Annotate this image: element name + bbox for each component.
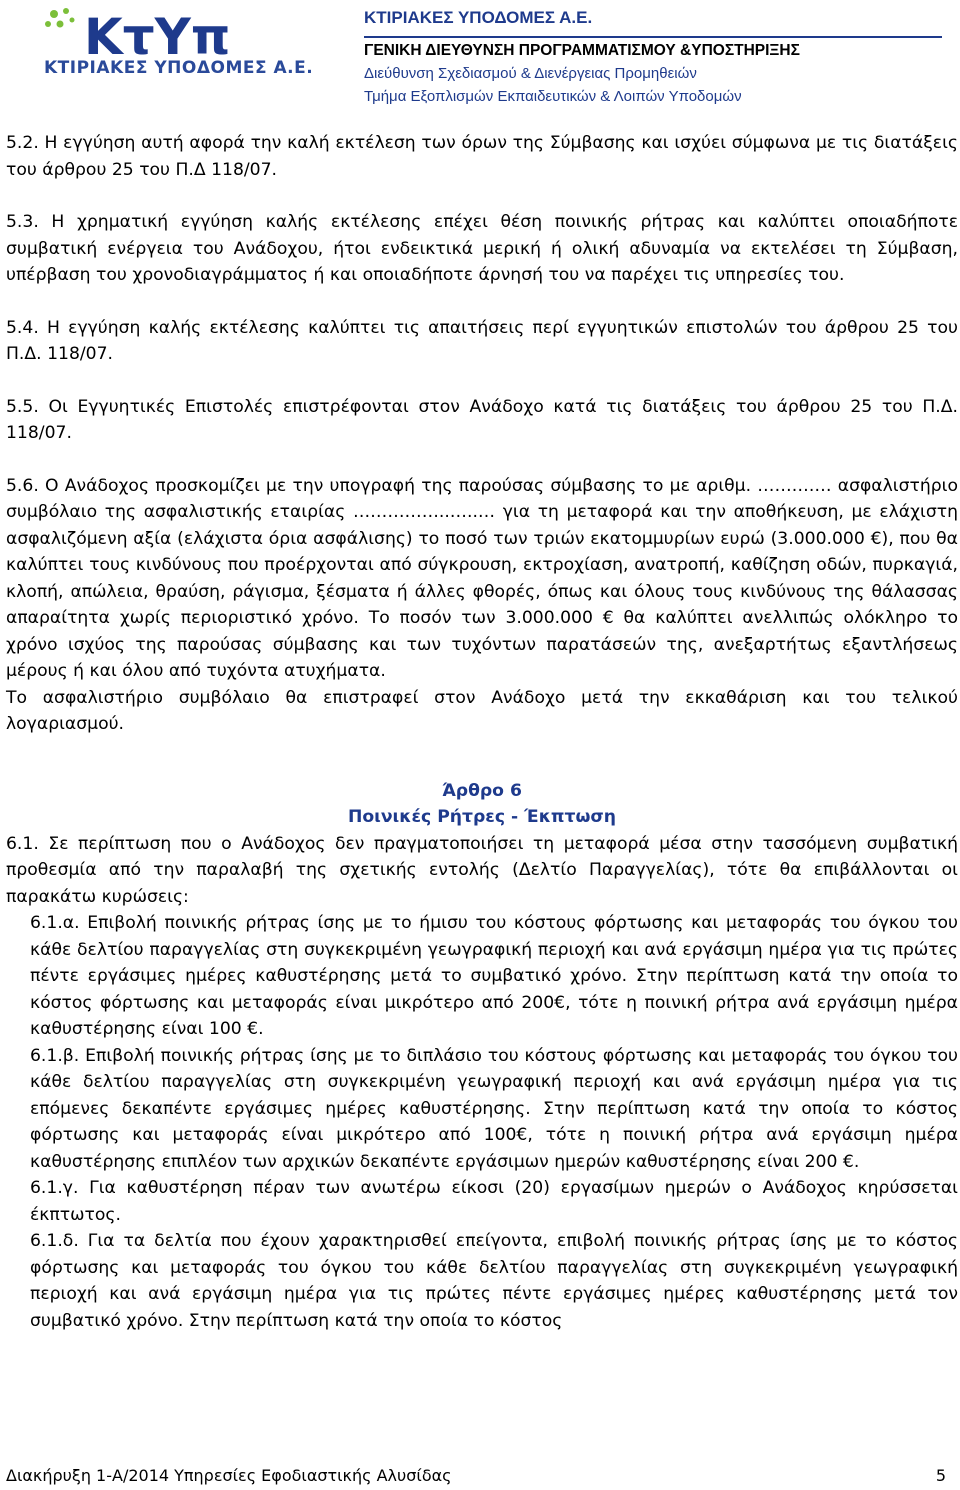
logo-mark	[40, 6, 340, 62]
org-block	[364, 8, 800, 105]
header-divider	[364, 36, 942, 38]
paragraph-6-1-b: 6.1.β. Επιβολή ποινικής ρήτρας ίσης με το διπλάσιο του κόστους φόρτωσης και μεταφοράς του όγκου του κάθε δελτίου παραγγελίας στη συγκεκριμένη γεωγραφική περιοχή και ανά εργάσιμη ημέρα για τις επόμενες δεκαπέντε εργάσιμες ημέρες καθυστέρησης. Στην περίπτωση κατά την οποία το κόστος φόρτωσης και μεταφοράς είναι μικρότερο από 100€, τότε η ποινική ρήτρα ανά εργάσιμη ημέρα καθυστέρησης επιπλέον των αρχικών δεκαπέντε εργάσιμων ημερών καθυστέρησης είναι 200 €.	[30, 1045, 958, 1172]
paragraph-5-6-return: Το ασφαλιστήριο συμβόλαιο θα επιστραφεί στον Ανάδοχο μετά την εκκαθάριση και του τελικού λογαριασμού.	[6, 687, 958, 734]
page-header	[0, 0, 960, 112]
paragraph-5-5: 5.5. Οι Εγγυητικές Επιστολές επιστρέφονται στον Ανάδοχο κατά τις διατάξεις του άρθρου 25 του Π.Δ. 118/07.	[6, 396, 958, 443]
logo-wordmark: ΚτΥπ	[84, 8, 231, 62]
department: Διεύθυνση Σχεδιασμού & Διενέργειας Προμηθειών	[364, 65, 697, 82]
paragraph-6-1: 6.1. Σε περίπτωση που ο Ανάδοχος δεν πραγματοποιήσει τη μεταφορά μέσα στην τασσόμενη συμβατική προθεσμία από την παραλαβή της σχετικής εντολής (Δελτίο Παραγγελίας), τότε θα επιβάλλονται οι παρακάτω κυρώσεις:	[6, 833, 958, 907]
article-title: Ποινικές Ρήτρες - Έκπτωση	[347, 807, 617, 827]
page-number: 5	[935, 1466, 946, 1485]
paragraph-5-4: 5.4. Η εγγύηση καλής εκτέλεσης καλύπτει τις απαιτήσεις περί εγγυητικών επιστολών του άρθρου 25 του Π.Δ. 118/07.	[6, 317, 958, 364]
page-footer	[6, 1466, 946, 1485]
document-body	[6, 130, 958, 1334]
article-number: Άρθρο 6	[442, 780, 522, 801]
paragraph-5-3: 5.3. Η χρηματική εγγύηση καλής εκτέλεσης επέχει θέση ποινικής ρήτρας και καλύπτει οποιαδήποτε συμβατική ενέργεια του Ανάδοχου, ήτοι ενδεικτικά μερική ή ολική αδυναμία να εκτελέσει τη Σύμβαση, υπέρβαση του χρονοδιαγράμματος ή και οποιαδήποτε άρνησή του να παρέχει τις υπηρεσίες του.	[6, 212, 958, 285]
document-reference: Διακήρυξη 1-Α/2014 Υπηρεσίες Εφοδιαστικής Αλυσίδας	[6, 1466, 452, 1485]
paragraph-6-1-a: 6.1.α. Επιβολή ποινικής ρήτρας ίσης με το ήμισυ του κόστους φόρτωσης και μεταφοράς του όγκου του κάθε δελτίου παραγγελίας στη συγκεκριμένη γεωγραφική περιοχή και ανά εργάσιμη ημέρα για τις πρώτες πέντε εργάσιμες ημέρες καθυστέρησης μετά το συμβατικό χρόνο. Στην περίπτωση κατά την οποία το κόστος φόρτωσης και μεταφοράς είναι μικρότερο από 200€, τότε η ποινική ρήτρα ανά εργάσιμη ημέρα καθυστέρησης είναι 100 €.	[30, 913, 958, 1039]
paragraph-6-1-c: 6.1.γ. Για καθυστέρηση πέραν των ανωτέρω είκοσι (20) εργασίμων ημερών ο Ανάδοχος κηρύσσεται έκπτωτος.	[30, 1178, 958, 1225]
paragraph-6-1-d: 6.1.δ. Για τα δελτία που έχουν χαρακτηρισθεί επείγοντα, επιβολή ποινικής ρήτρας ίσης με το κόστος φόρτωσης και μεταφοράς του όγκου του κάθε δελτίου παραγγελίας στη συγκεκριμένη γεωγραφική περιοχή και ανά εργάσιμη ημέρα για τις πρώτες πέντε εργάσιμες ημέρες καθυστέρησης μετά τον συμβατικό χρόνο. Στην περίπτωση κατά την οποία το κόστος	[30, 1231, 958, 1331]
logo-caption: ΚΤΙΡΙΑΚΕΣ ΥΠΟΔΟΜΕΣ Α.Ε.	[44, 58, 314, 78]
directorate: ΓΕΝΙΚΗ ΔΙΕΥΘΥΝΣΗ ΠΡΟΓΡΑΜΜΑΤΙΣΜΟΥ &ΥΠΟΣΤΗΡΙΞΗΣ	[364, 42, 800, 59]
paragraph-5-2: 5.2. Η εγγύηση αυτή αφορά την καλή εκτέλεση των όρων της Σύμβασης και ισχύει σύμφωνα με τις διατάξεις του άρθρου 25 του Π.Δ 118/07.	[6, 133, 958, 180]
section: Τμήμα Εξοπλισμών Εκπαιδευτικών & Λοιπών Υποδομών	[364, 88, 742, 105]
org-name: ΚΤΙΡΙΑΚΕΣ ΥΠΟΔΟΜΕΣ Α.Ε.	[364, 8, 593, 27]
paragraph-5-6: 5.6. Ο Ανάδοχος προσκομίζει με την υπογραφή της παρούσας σύμβασης το με αριθμ. ……….… ασφαλιστήριο συμβόλαιο της ασφαλιστικής εταιρίας ……………..…..… για τη μεταφορά και την αποθήκευση, με ελάχιστη ασφαλιζόμενη αξία (ελάχιστα όρια ασφάλισης) το ποσό των τριών εκατομμυρίων ευρώ (3.000.000 €), που θα καλύπτει τους κινδύνους που προέρχονται από σύγκρουση, εκτροχίαση, ανατροπή, καθίζηση οδών, πυρκαγιά, κλοπή, απώλεια, θραύση, ράγισμα, ξέσματα ή άλλες φθορές, όπως και όλους τους κινδύνους της θάλασσας απαραίτητα χωρίς περιοριστικό χρόνο. Το ποσόν των 3.000.000 € θα καλύπτει ανελλιπώς ολόκληρο το χρόνο ισχύος της παρούσας σύμβασης και των τυχόντων παρατάσεών της, ανεξαρτήτως εξαντλήσεως μέρους ή και όλου από τυχόντα ατυχήματα.	[6, 475, 958, 681]
